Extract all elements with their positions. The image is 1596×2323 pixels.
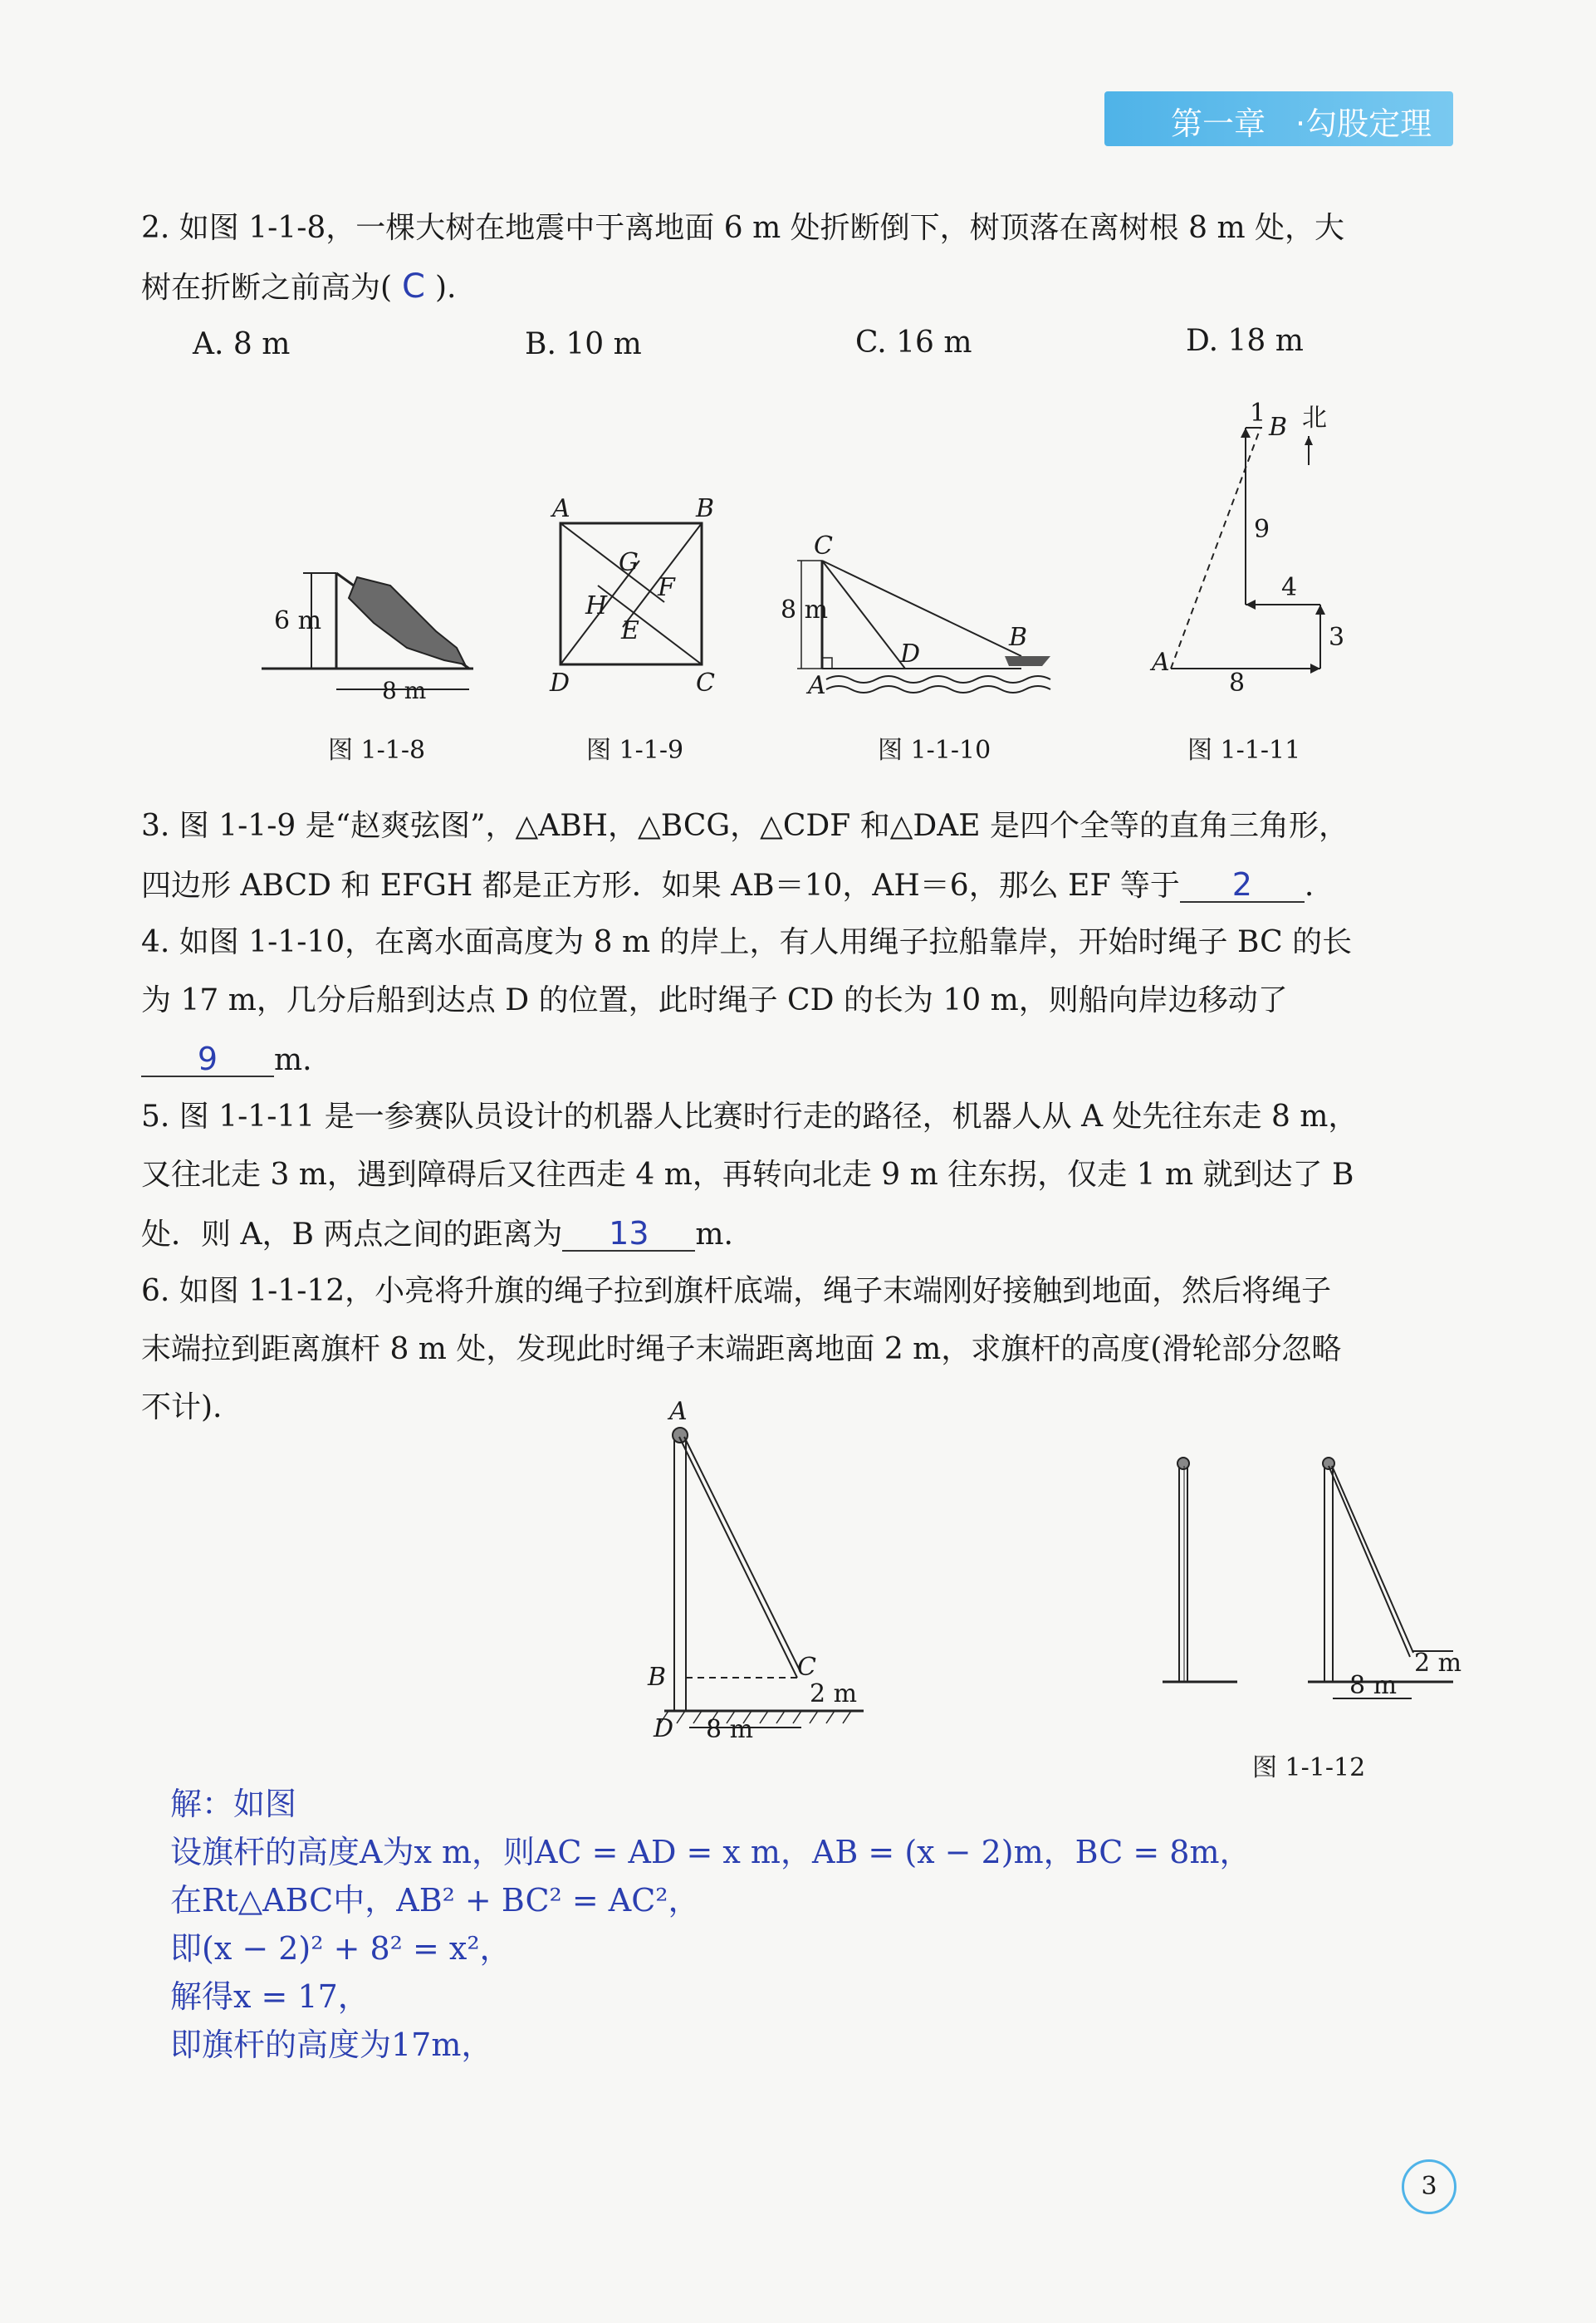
q5-line3-pre: 处．则 A，B 两点之间的距离为 [141,1218,563,1252]
q3-line1: 3. 图 1-1-9 是“赵爽弦图”，△ABH，△BCG，△CDF 和△DAE 是四个全等的直角三角形， [141,809,1349,843]
q2-line1: 2. 如图 1-1-8，一棵大树在地震中于离地面 6 m 处折断倒下，树顶落在离树根 8 m 处，大 [141,211,1345,245]
f10-C: C [814,532,833,561]
f12-A: A [669,1397,688,1426]
f11-n8: 8 [1229,669,1246,698]
q2-line2 [141,267,457,306]
f9-B: B [696,494,715,523]
q4-line3-post: m. [274,1043,312,1077]
q3-line2-pre: 四边形 ABCD 和 EFGH 都是正方形．如果 AB＝10，AH＝6，那么 EF 等于 [141,869,1180,903]
chapter-header [1104,91,1453,146]
f8-caption: 图 1-1-8 [328,736,426,765]
f11-n3: 3 [1329,623,1345,652]
f10-height: 8 m [781,595,829,625]
solution-line-6: 即旗杆的高度为17m， [170,2026,493,2063]
q2-line2-pre: 树在折断之前高为( [141,271,393,305]
solution-line-3: 在Rt△ABC中，AB² + BC² = AC²， [170,1882,700,1919]
f12-small-width: 8 m [1349,1671,1398,1700]
q2-answer: C [402,267,425,306]
page-number: 3 [1402,2159,1456,2214]
f12-caption: 图 1-1-12 [1252,1753,1366,1782]
q5-line3-post: m. [695,1218,733,1252]
f10-caption: 图 1-1-10 [878,736,991,765]
f11-n1: 1 [1250,399,1266,428]
q3-line2-post: . [1304,869,1314,903]
figure-1-1-9 [556,519,706,669]
f12-width: 8 m [706,1715,754,1744]
f9-H: H [585,591,608,620]
f12-D: D [654,1714,674,1743]
f9-caption: 图 1-1-9 [586,736,684,765]
f8-width-label: 8 m [382,677,427,704]
f11-n4: 4 [1281,573,1298,602]
f11-north: 北 [1302,404,1327,433]
q3-answer: 2 [1180,868,1305,903]
f9-F: F [658,573,675,602]
q2-option-d: D. 18 m [1186,324,1304,358]
f8-height-label: 6 m [274,606,322,635]
f12-C: C [797,1653,816,1682]
chapter-label: 第一章 [1171,105,1266,142]
q4-line1: 4. 如图 1-1-10，在离水面高度为 8 m 的岸上，有人用绳子拉船靠岸，开始时绳子 BC 的长 [141,925,1353,959]
q5-line3 [141,1217,733,1252]
solution-line-4: 即(x − 2)² + 8² = x²， [170,1930,512,1967]
f12-small-height: 2 m [1414,1649,1462,1678]
f9-D: D [550,669,570,698]
chapter-topic: ·勾股定理 [1295,105,1432,142]
q2-line2-post: ). [434,271,457,305]
q2-option-a: A. 8 m [193,327,291,361]
solution-line-1: 解：如图 [170,1786,297,1822]
q2-option-b: B. 10 m [525,327,642,361]
f11-B: B [1269,413,1288,442]
f9-E: E [621,616,639,645]
q5-line1: 5. 图 1-1-11 是一参赛队员设计的机器人比赛时行走的路径，机器人从 A 处先往东走 8 m， [141,1100,1359,1134]
solution-line-2: 设旗杆的高度A为x m，则AC = AD = x m，AB = (x − 2)m，BC = 8m， [170,1834,1251,1870]
f10-A: A [808,671,826,700]
f10-D: D [900,640,921,669]
f9-G: G [619,548,639,577]
f12-height: 2 m [810,1679,858,1708]
f9-A: A [552,494,570,523]
q6-line3: 不计). [141,1390,223,1424]
q5-line2: 又往北走 3 m，遇到障碍后又往西走 4 m，再转向北走 9 m 往东拐，仅走 1 m 就到达了 B [141,1158,1354,1192]
f11-A: A [1152,648,1170,677]
figure-1-1-11 [1154,415,1345,681]
f12-B: B [648,1663,667,1692]
q4-line2: 为 17 m，几分后船到达点 D 的位置，此时绳子 CD 的长为 10 m，则船向岸边移动了 [141,983,1288,1017]
f10-B: B [1009,623,1028,652]
q6-line1: 6. 如图 1-1-12，小亮将升旗的绳子拉到旗杆底端，绳子末端刚好接触到地面，然后将绳子 [141,1274,1332,1308]
q6-line2: 末端拉到距离旗杆 8 m 处，发现此时绳子末端距离地面 2 m，求旗杆的高度(滑轮部分忽略 [141,1332,1342,1366]
figure-1-1-8 [257,565,490,706]
f9-C: C [696,669,715,698]
solution-line-5: 解得x = 17， [170,1978,370,2015]
f11-n9: 9 [1254,515,1270,544]
q2-option-c: C. 16 m [855,326,972,360]
q5-answer: 13 [562,1217,695,1252]
q3-line2 [141,868,1314,903]
q4-line3 [141,1042,312,1077]
q4-answer: 9 [141,1042,274,1077]
figure-1-1-12-small [1154,1445,1461,1719]
f11-caption: 图 1-1-11 [1187,736,1301,765]
